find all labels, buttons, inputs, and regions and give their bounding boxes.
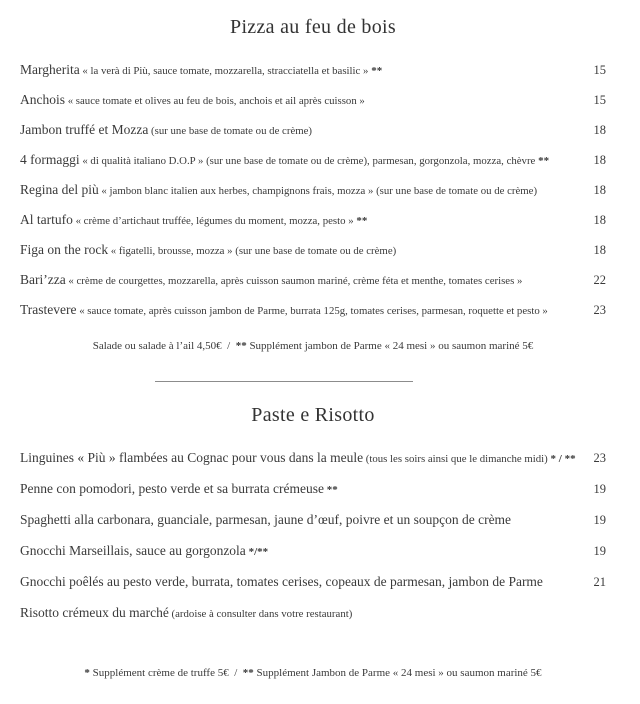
menu-item-price: 19 — [593, 513, 606, 527]
menu-item-text — [20, 212, 582, 229]
menu-item-price: 19 — [593, 544, 606, 558]
section-divider — [155, 381, 413, 382]
menu-item-text — [20, 182, 582, 199]
menu-item-text — [20, 242, 582, 259]
menu-item-text — [20, 122, 582, 139]
menu-item-row — [20, 450, 606, 467]
menu-item-text — [20, 543, 582, 560]
menu-item-price: 22 — [593, 273, 606, 287]
menu-item-price: 18 — [593, 213, 606, 227]
menu-item-name: Al tartufo — [20, 212, 73, 227]
menu-item-price: 18 — [593, 183, 606, 197]
menu-item-price: 21 — [593, 575, 606, 589]
footnote-text: Supplément jambon de Parme « 24 mesi » ou saumon mariné 5€ — [246, 340, 534, 352]
menu-item-marks: */** — [245, 546, 269, 558]
menu-item-name: Regina del più — [20, 182, 99, 197]
menu-item-description: « crème d’artichaut truffée, légumes du moment, mozza, pesto » — [72, 215, 354, 227]
section-title: Pizza au feu de bois — [230, 16, 396, 38]
section-title: Paste e Risotto — [251, 404, 375, 426]
menu-item-description: (tous les soirs ainsi que le dimanche midi) — [363, 453, 548, 465]
menu-item-text — [20, 605, 582, 622]
menu-item-row — [20, 605, 606, 622]
menu-item-description: (ardoise à consulter dans votre restaurant) — [168, 608, 353, 620]
footnote-marks: * — [84, 667, 90, 679]
menu-item-name: Gnocchi Marseillais, sauce au gorgonzola — [20, 543, 246, 558]
menu-item-marks: ** — [368, 65, 383, 77]
menu-item-price: 23 — [593, 303, 606, 317]
menu-item-price: 18 — [593, 243, 606, 257]
menu-item-description: (sur une base de tomate ou de crème) — [148, 125, 313, 137]
section-footnote — [20, 666, 606, 680]
menu-item-marks: ** — [353, 215, 368, 227]
menu-item-price: 15 — [593, 93, 606, 107]
menu-item-row — [20, 152, 606, 169]
menu-item-row — [20, 574, 606, 591]
menu-item-marks: ** — [535, 155, 550, 167]
menu-item-row — [20, 122, 606, 139]
menu-item-description: « jambon blanc italien aux herbes, champignons frais, mozza » (sur une base de tomate ou de crème) — [98, 185, 538, 197]
menu-item-text — [20, 92, 582, 109]
menu-item-name: Risotto crémeux du marché — [20, 605, 169, 620]
menu-item-text — [20, 512, 582, 529]
menu-item-marks: * / ** — [547, 453, 576, 465]
menu-item-name: Figa on the rock — [20, 242, 109, 257]
menu-item-text — [20, 574, 582, 591]
menu-item-name: Bari’zza — [20, 272, 66, 287]
menu-item-text — [20, 450, 582, 467]
menu-item-price: 23 — [593, 451, 606, 465]
menu-item-name: Spaghetti alla carbonara, guanciale, parmesan, jaune d’œuf, poivre et un soupçon de crème — [20, 512, 512, 527]
menu-item-description: « sauce tomate et olives au feu de bois, anchois et ail après cuisson » — [65, 95, 365, 107]
menu-item-price: 15 — [593, 63, 606, 77]
menu-item-row — [20, 481, 606, 498]
footnote-text: Supplément Jambon de Parme « 24 mesi » ou saumon mariné 5€ — [253, 667, 542, 679]
menu-item-description: « di qualità italiano D.O.P » (sur une base de tomate ou de crème), parmesan, gorgonzola, mozza, chèvre — [79, 155, 536, 167]
menu-item-price: 19 — [593, 482, 606, 496]
menu-item-row — [20, 242, 606, 259]
menu-item-text — [20, 62, 582, 79]
menu-item-name: Linguines « Più » flambées au Cognac pour vous dans la meule — [20, 450, 364, 465]
menu-item-name: 4 formaggi — [20, 152, 80, 167]
menu-sections — [20, 14, 606, 680]
menu-item-text — [20, 302, 582, 319]
menu-item-row — [20, 212, 606, 229]
menu-section — [20, 402, 606, 680]
menu-item-name: Margherita — [20, 62, 80, 77]
footnote-marks: ** — [235, 340, 247, 352]
section-footnote — [20, 339, 606, 353]
footnote-text: Supplément crème de truffe 5€ / — [89, 667, 243, 679]
menu-item-description: « sauce tomate, après cuisson jambon de Parme, burrata 125g, tomates cerises, parmesan, roquette et pesto » — [76, 305, 548, 317]
menu-item-row — [20, 92, 606, 109]
menu-item-text — [20, 152, 582, 169]
menu-item-name: Jambon truffé et Mozza — [20, 122, 149, 137]
menu-item-marks: ** — [324, 484, 338, 496]
menu-item-description: « figatelli, brousse, mozza » (sur une base de tomate ou de crème) — [108, 245, 397, 257]
menu-item-name: Penne con pomodori, pesto verde et sa burrata crémeuse — [20, 481, 325, 496]
menu-item-row — [20, 302, 606, 319]
menu-item-price: 18 — [593, 123, 606, 137]
menu-item-description: « la verà di Più, sauce tomate, mozzarella, stracciatella et basilic » — [79, 65, 369, 77]
menu-item-row — [20, 272, 606, 289]
footnote-marks: ** — [242, 667, 254, 679]
section-items — [20, 450, 606, 622]
menu-item-name: Trastevere — [20, 302, 77, 317]
menu-item-row — [20, 62, 606, 79]
menu-item-text — [20, 272, 582, 289]
menu-item-text — [20, 481, 582, 498]
menu-item-row — [20, 512, 606, 529]
menu-item-name: Anchois — [20, 92, 65, 107]
menu-item-row — [20, 182, 606, 199]
footnote-text: Salade ou salade à l’ail 4,50€ / — [92, 340, 236, 352]
menu-item-price: 18 — [593, 153, 606, 167]
menu-item-name: Gnocchi poêlés au pesto verde, burrata, tomates cerises, copeaux de parmesan, jambon de Parme — [20, 574, 543, 589]
menu-item-row — [20, 543, 606, 560]
menu-item-description: « crème de courgettes, mozzarella, après cuisson saumon mariné, crème féta et menthe, tomates cerises » — [65, 275, 523, 287]
menu-section — [20, 14, 606, 382]
section-items — [20, 62, 606, 319]
